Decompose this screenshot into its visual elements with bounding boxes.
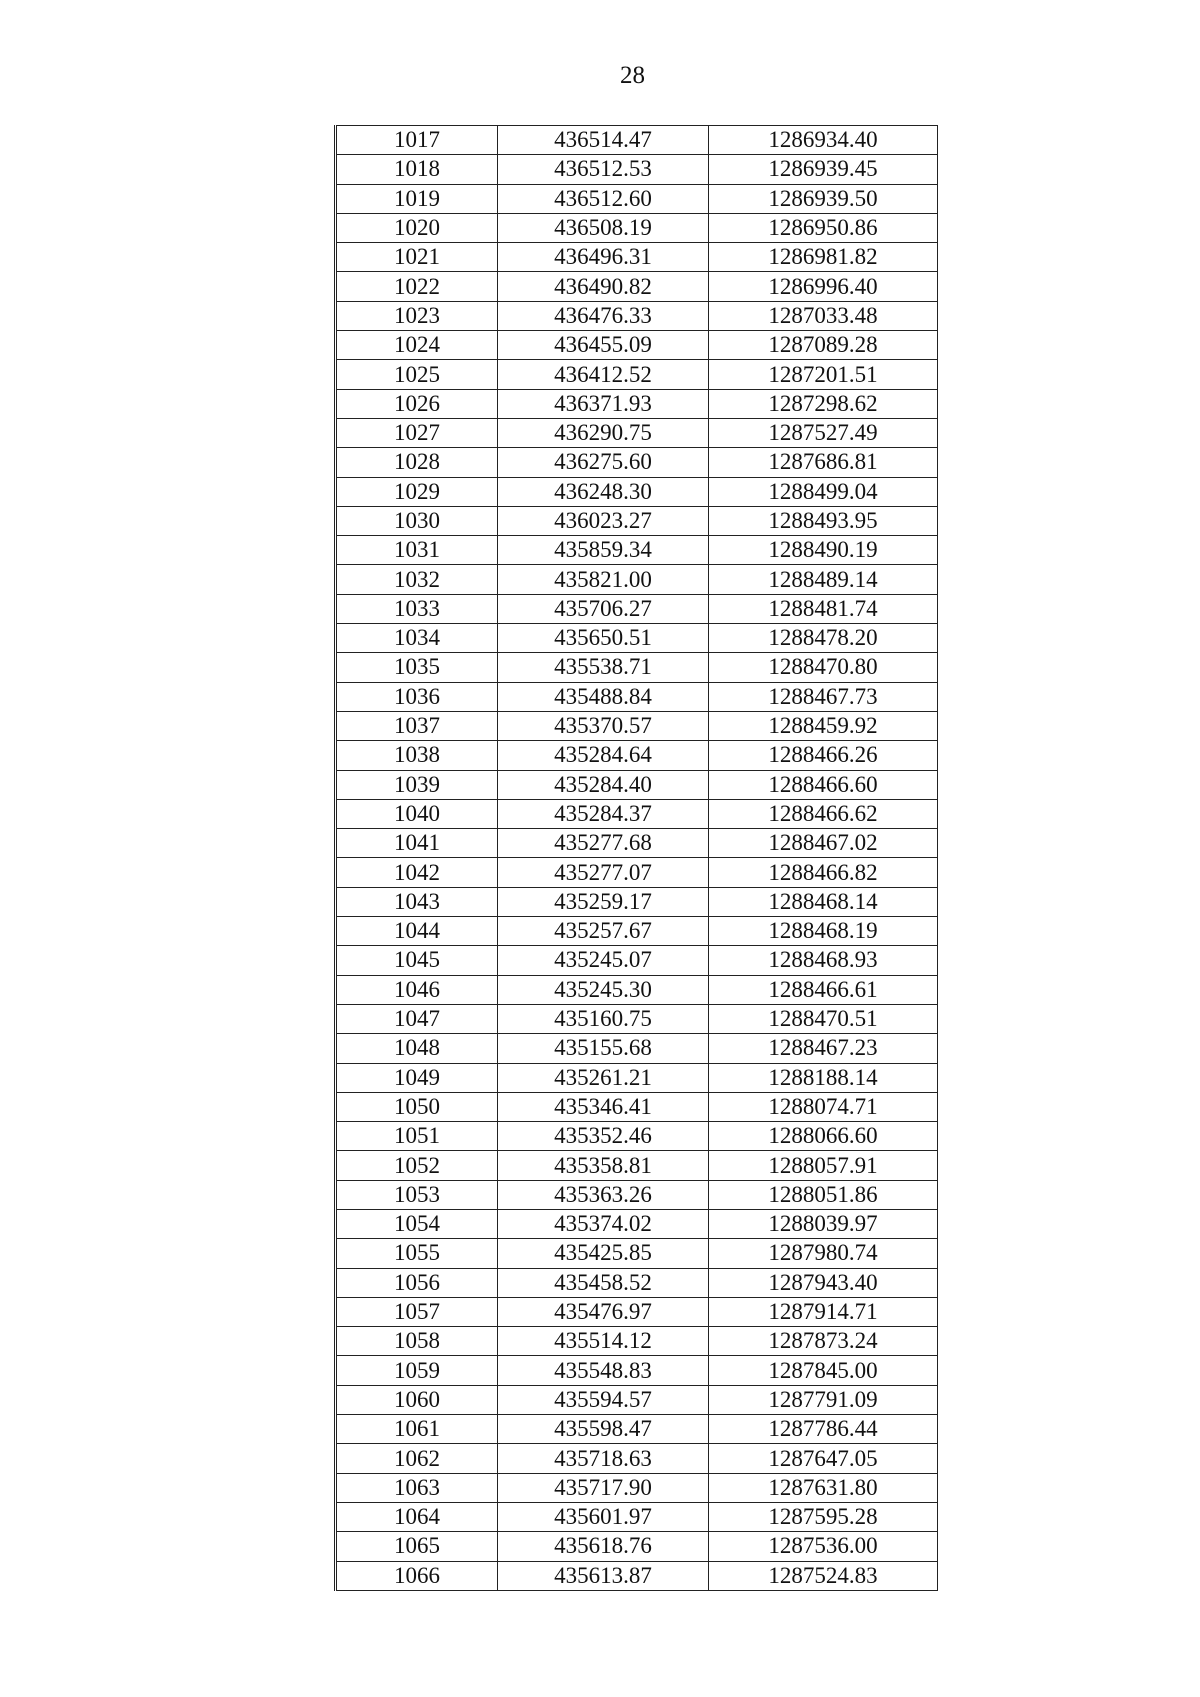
y-coordinate-cell: 1287524.83	[709, 1561, 938, 1590]
table-row	[336, 477, 938, 506]
table-row	[336, 418, 938, 447]
x-coordinate-cell: 435613.87	[498, 1561, 709, 1590]
x-coordinate-cell: 435717.90	[498, 1473, 709, 1502]
page-number: 28	[620, 62, 645, 89]
x-coordinate-cell: 435601.97	[498, 1502, 709, 1531]
table-row	[336, 1180, 938, 1209]
x-coordinate-cell: 435284.40	[498, 770, 709, 799]
table-row	[336, 1151, 938, 1180]
point-number-cell: 1056	[336, 1268, 498, 1297]
table-row	[336, 126, 938, 155]
x-coordinate-cell: 436290.75	[498, 418, 709, 447]
x-coordinate-cell: 435618.76	[498, 1532, 709, 1561]
y-coordinate-cell: 1288466.60	[709, 770, 938, 799]
y-coordinate-cell: 1288470.80	[709, 653, 938, 682]
table-row	[336, 331, 938, 360]
x-coordinate-cell: 435155.68	[498, 1034, 709, 1063]
table-row	[336, 799, 938, 828]
table-row	[336, 1327, 938, 1356]
table-row	[336, 360, 938, 389]
point-number-cell: 1040	[336, 799, 498, 828]
point-number-cell: 1027	[336, 418, 498, 447]
x-coordinate-cell: 435277.68	[498, 829, 709, 858]
point-number-cell: 1052	[336, 1151, 498, 1180]
y-coordinate-cell: 1287595.28	[709, 1502, 938, 1531]
x-coordinate-cell: 436490.82	[498, 272, 709, 301]
point-number-cell: 1050	[336, 1092, 498, 1121]
x-coordinate-cell: 436412.52	[498, 360, 709, 389]
y-coordinate-cell: 1288466.82	[709, 858, 938, 887]
y-coordinate-cell: 1286996.40	[709, 272, 938, 301]
x-coordinate-cell: 436455.09	[498, 331, 709, 360]
x-coordinate-cell: 435718.63	[498, 1444, 709, 1473]
point-number-cell: 1058	[336, 1327, 498, 1356]
table-row	[336, 1092, 938, 1121]
y-coordinate-cell: 1286981.82	[709, 243, 938, 272]
point-number-cell: 1023	[336, 301, 498, 330]
y-coordinate-cell: 1288499.04	[709, 477, 938, 506]
x-coordinate-cell: 436248.30	[498, 477, 709, 506]
point-number-cell: 1048	[336, 1034, 498, 1063]
x-coordinate-cell: 435346.41	[498, 1092, 709, 1121]
y-coordinate-cell: 1288481.74	[709, 594, 938, 623]
x-coordinate-cell: 435245.30	[498, 975, 709, 1004]
y-coordinate-cell: 1286934.40	[709, 126, 938, 155]
y-coordinate-cell: 1288489.14	[709, 565, 938, 594]
x-coordinate-cell: 435374.02	[498, 1209, 709, 1238]
table-row	[336, 448, 938, 477]
point-number-cell: 1030	[336, 506, 498, 535]
y-coordinate-cell: 1288074.71	[709, 1092, 938, 1121]
table-row	[336, 1502, 938, 1531]
point-number-cell: 1029	[336, 477, 498, 506]
table-row	[336, 1239, 938, 1268]
point-number-cell: 1039	[336, 770, 498, 799]
y-coordinate-cell: 1288490.19	[709, 536, 938, 565]
table-row	[336, 243, 938, 272]
point-number-cell: 1026	[336, 389, 498, 418]
point-number-cell: 1061	[336, 1415, 498, 1444]
table-row	[336, 1034, 938, 1063]
table-row	[336, 1532, 938, 1561]
table-row	[336, 829, 938, 858]
table-row	[336, 917, 938, 946]
x-coordinate-cell: 435598.47	[498, 1415, 709, 1444]
table-row	[336, 213, 938, 242]
y-coordinate-cell: 1288467.73	[709, 682, 938, 711]
y-coordinate-cell: 1287845.00	[709, 1356, 938, 1385]
y-coordinate-cell: 1288468.93	[709, 946, 938, 975]
table-row	[336, 565, 938, 594]
point-number-cell: 1044	[336, 917, 498, 946]
x-coordinate-cell: 435277.07	[498, 858, 709, 887]
y-coordinate-cell: 1288478.20	[709, 624, 938, 653]
y-coordinate-cell: 1288466.62	[709, 799, 938, 828]
table-row	[336, 272, 938, 301]
table-row	[336, 184, 938, 213]
x-coordinate-cell: 435425.85	[498, 1239, 709, 1268]
table-row	[336, 1209, 938, 1238]
table-row	[336, 1444, 938, 1473]
y-coordinate-cell: 1288188.14	[709, 1063, 938, 1092]
point-number-cell: 1031	[336, 536, 498, 565]
y-coordinate-cell: 1287943.40	[709, 1268, 938, 1297]
x-coordinate-cell: 435476.97	[498, 1297, 709, 1326]
point-number-cell: 1028	[336, 448, 498, 477]
x-coordinate-cell: 435594.57	[498, 1385, 709, 1414]
table-row	[336, 975, 938, 1004]
x-coordinate-cell: 435821.00	[498, 565, 709, 594]
point-number-cell: 1043	[336, 887, 498, 916]
point-number-cell: 1046	[336, 975, 498, 1004]
point-number-cell: 1066	[336, 1561, 498, 1590]
point-number-cell: 1065	[336, 1532, 498, 1561]
y-coordinate-cell: 1286939.50	[709, 184, 938, 213]
x-coordinate-cell: 436512.60	[498, 184, 709, 213]
table-row	[336, 155, 938, 184]
y-coordinate-cell: 1287914.71	[709, 1297, 938, 1326]
y-coordinate-cell: 1288468.19	[709, 917, 938, 946]
y-coordinate-cell: 1287033.48	[709, 301, 938, 330]
x-coordinate-cell: 435261.21	[498, 1063, 709, 1092]
point-number-cell: 1042	[336, 858, 498, 887]
point-number-cell: 1041	[336, 829, 498, 858]
x-coordinate-cell: 435650.51	[498, 624, 709, 653]
y-coordinate-cell: 1288039.97	[709, 1209, 938, 1238]
table-row	[336, 594, 938, 623]
y-coordinate-cell: 1287201.51	[709, 360, 938, 389]
table-row	[336, 536, 938, 565]
point-number-cell: 1063	[336, 1473, 498, 1502]
y-coordinate-cell: 1288466.61	[709, 975, 938, 1004]
table-row	[336, 741, 938, 770]
x-coordinate-cell: 435514.12	[498, 1327, 709, 1356]
table-row	[336, 858, 938, 887]
table-row	[336, 946, 938, 975]
table-row	[336, 770, 938, 799]
y-coordinate-cell: 1287298.62	[709, 389, 938, 418]
x-coordinate-cell: 435488.84	[498, 682, 709, 711]
y-coordinate-cell: 1287873.24	[709, 1327, 938, 1356]
y-coordinate-cell: 1287791.09	[709, 1385, 938, 1414]
point-number-cell: 1051	[336, 1122, 498, 1151]
y-coordinate-cell: 1287089.28	[709, 331, 938, 360]
x-coordinate-cell: 435352.46	[498, 1122, 709, 1151]
point-number-cell: 1032	[336, 565, 498, 594]
table-row	[336, 682, 938, 711]
point-number-cell: 1021	[336, 243, 498, 272]
table-row	[336, 301, 938, 330]
x-coordinate-cell: 435284.37	[498, 799, 709, 828]
table-row	[336, 1268, 938, 1297]
y-coordinate-cell: 1287647.05	[709, 1444, 938, 1473]
table-row	[336, 653, 938, 682]
y-coordinate-cell: 1287631.80	[709, 1473, 938, 1502]
table-row	[336, 1561, 938, 1590]
point-number-cell: 1037	[336, 711, 498, 740]
point-number-cell: 1060	[336, 1385, 498, 1414]
point-number-cell: 1047	[336, 1004, 498, 1033]
x-coordinate-cell: 436275.60	[498, 448, 709, 477]
y-coordinate-cell: 1287536.00	[709, 1532, 938, 1561]
point-number-cell: 1018	[336, 155, 498, 184]
point-number-cell: 1034	[336, 624, 498, 653]
y-coordinate-cell: 1287980.74	[709, 1239, 938, 1268]
x-coordinate-cell: 436514.47	[498, 126, 709, 155]
y-coordinate-cell: 1286939.45	[709, 155, 938, 184]
y-coordinate-cell: 1288467.02	[709, 829, 938, 858]
table-row	[336, 1356, 938, 1385]
y-coordinate-cell: 1288466.26	[709, 741, 938, 770]
table-row	[336, 711, 938, 740]
y-coordinate-cell: 1288468.14	[709, 887, 938, 916]
table-row	[336, 1297, 938, 1326]
point-number-cell: 1020	[336, 213, 498, 242]
point-number-cell: 1025	[336, 360, 498, 389]
table-row	[336, 887, 938, 916]
x-coordinate-cell: 435859.34	[498, 536, 709, 565]
y-coordinate-cell: 1288470.51	[709, 1004, 938, 1033]
x-coordinate-cell: 436508.19	[498, 213, 709, 242]
x-coordinate-cell: 435358.81	[498, 1151, 709, 1180]
x-coordinate-cell: 435363.26	[498, 1180, 709, 1209]
point-number-cell: 1055	[336, 1239, 498, 1268]
point-number-cell: 1033	[336, 594, 498, 623]
point-number-cell: 1057	[336, 1297, 498, 1326]
x-coordinate-cell: 435160.75	[498, 1004, 709, 1033]
point-number-cell: 1024	[336, 331, 498, 360]
y-coordinate-cell: 1288467.23	[709, 1034, 938, 1063]
table-row	[336, 1415, 938, 1444]
y-coordinate-cell: 1287786.44	[709, 1415, 938, 1444]
x-coordinate-cell: 435706.27	[498, 594, 709, 623]
x-coordinate-cell: 436512.53	[498, 155, 709, 184]
x-coordinate-cell: 436496.31	[498, 243, 709, 272]
table-body	[336, 126, 938, 1591]
y-coordinate-cell: 1288066.60	[709, 1122, 938, 1151]
x-coordinate-cell: 435257.67	[498, 917, 709, 946]
y-coordinate-cell: 1287686.81	[709, 448, 938, 477]
point-number-cell: 1019	[336, 184, 498, 213]
point-number-cell: 1062	[336, 1444, 498, 1473]
x-coordinate-cell: 436371.93	[498, 389, 709, 418]
x-coordinate-cell: 435245.07	[498, 946, 709, 975]
y-coordinate-cell: 1288459.92	[709, 711, 938, 740]
point-number-cell: 1036	[336, 682, 498, 711]
table-row	[336, 1122, 938, 1151]
table-row	[336, 1473, 938, 1502]
point-number-cell: 1053	[336, 1180, 498, 1209]
y-coordinate-cell: 1288493.95	[709, 506, 938, 535]
point-number-cell: 1059	[336, 1356, 498, 1385]
x-coordinate-cell: 435538.71	[498, 653, 709, 682]
point-number-cell: 1022	[336, 272, 498, 301]
point-number-cell: 1054	[336, 1209, 498, 1238]
table-row	[336, 389, 938, 418]
point-number-cell: 1035	[336, 653, 498, 682]
table-row	[336, 1063, 938, 1092]
x-coordinate-cell: 435284.64	[498, 741, 709, 770]
coordinates-table	[334, 125, 938, 1591]
x-coordinate-cell: 436023.27	[498, 506, 709, 535]
point-number-cell: 1064	[336, 1502, 498, 1531]
y-coordinate-cell: 1288051.86	[709, 1180, 938, 1209]
point-number-cell: 1045	[336, 946, 498, 975]
x-coordinate-cell: 436476.33	[498, 301, 709, 330]
y-coordinate-cell: 1286950.86	[709, 213, 938, 242]
table-row	[336, 1004, 938, 1033]
table-row	[336, 506, 938, 535]
x-coordinate-cell: 435259.17	[498, 887, 709, 916]
x-coordinate-cell: 435370.57	[498, 711, 709, 740]
point-number-cell: 1017	[336, 126, 498, 155]
table-row	[336, 1385, 938, 1414]
y-coordinate-cell: 1287527.49	[709, 418, 938, 447]
point-number-cell: 1049	[336, 1063, 498, 1092]
x-coordinate-cell: 435458.52	[498, 1268, 709, 1297]
y-coordinate-cell: 1288057.91	[709, 1151, 938, 1180]
x-coordinate-cell: 435548.83	[498, 1356, 709, 1385]
table-row	[336, 624, 938, 653]
point-number-cell: 1038	[336, 741, 498, 770]
